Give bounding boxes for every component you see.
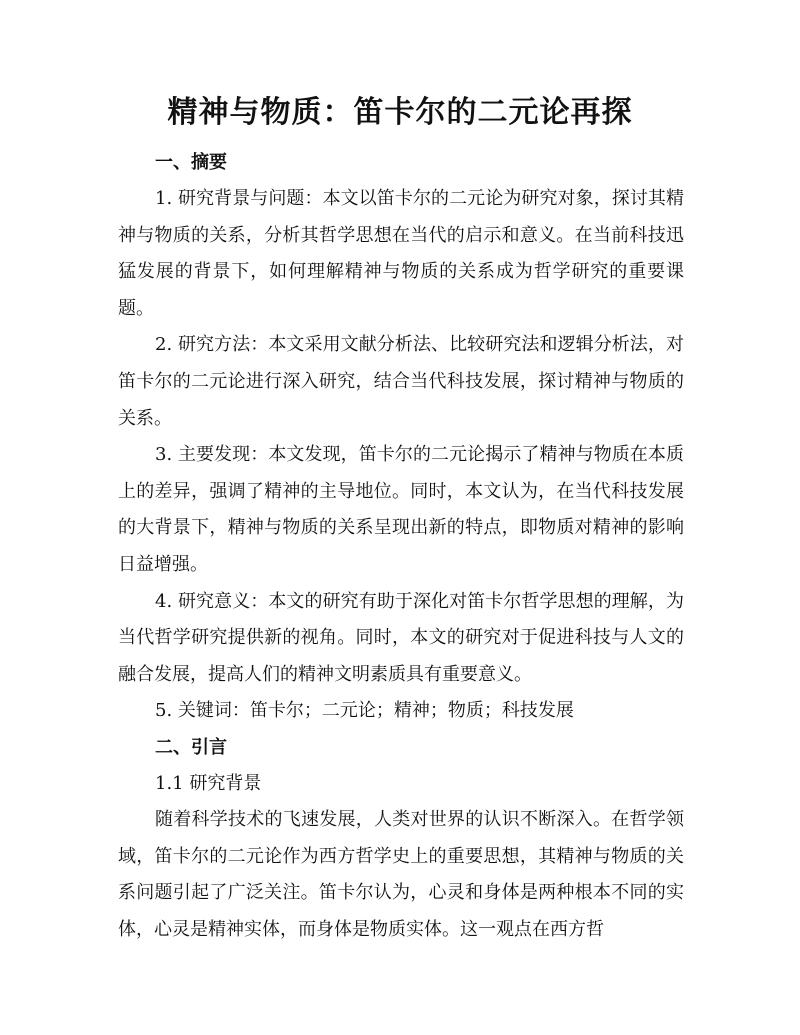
intro-paragraph: 随着科学技术的飞速发展，人类对世界的认识不断深入。在哲学领域，笛卡尔的二元论作为西方哲学史上的重要思想，其精神与物质的关系问题引起了广泛关注。笛卡尔认为，心灵和身体是两种根本不同的实体，心灵是精神实体，而身体是物质实体。这一观点在西方哲 — [118, 808, 684, 940]
abstract-item-background: 1. 研究背景与问题：本文以笛卡尔的二元论为研究对象，探讨其精神与物质的关系，分析其哲学思想在当代的启示和意义。在当前科技迅猛发展的背景下，如何理解精神与物质的关系成为哲学研究的重要课题。 — [118, 188, 684, 319]
abstract-item-method: 2. 研究方法：本文采用文献分析法、比较研究法和逻辑分析法，对笛卡尔的二元论进行深入研究，结合当代科技发展，探讨精神与物质的关系。 — [118, 334, 684, 429]
abstract-heading: 一、摘要 — [155, 152, 227, 173]
abstract-item-significance: 4. 研究意义：本文的研究有助于深化对笛卡尔哲学思想的理解，为当代哲学研究提供新的视角。同时，本文的研究对于促进科技与人文的融合发展，提高人们的精神文明素质具有重要意义。 — [118, 590, 684, 685]
document-body — [118, 145, 684, 948]
intro-heading: 二、引言 — [155, 736, 227, 758]
intro-sub-heading: 1.1 研究背景 — [155, 772, 262, 794]
abstract-item-keywords: 5. 关键词：笛卡尔；二元论；精神；物质；科技发展 — [155, 700, 574, 722]
document-title: 精神与物质：笛卡尔的二元论再探 — [167, 95, 633, 130]
abstract-item-findings: 3. 主要发现：本文发现，笛卡尔的二元论揭示了精神与物质在本质上的差异，强调了精神的主导地位。同时，本文认为，在当代科技发展的大背景下，精神与物质的关系呈现出新的特点，即物质对精神的影响日益增强。 — [118, 444, 684, 575]
